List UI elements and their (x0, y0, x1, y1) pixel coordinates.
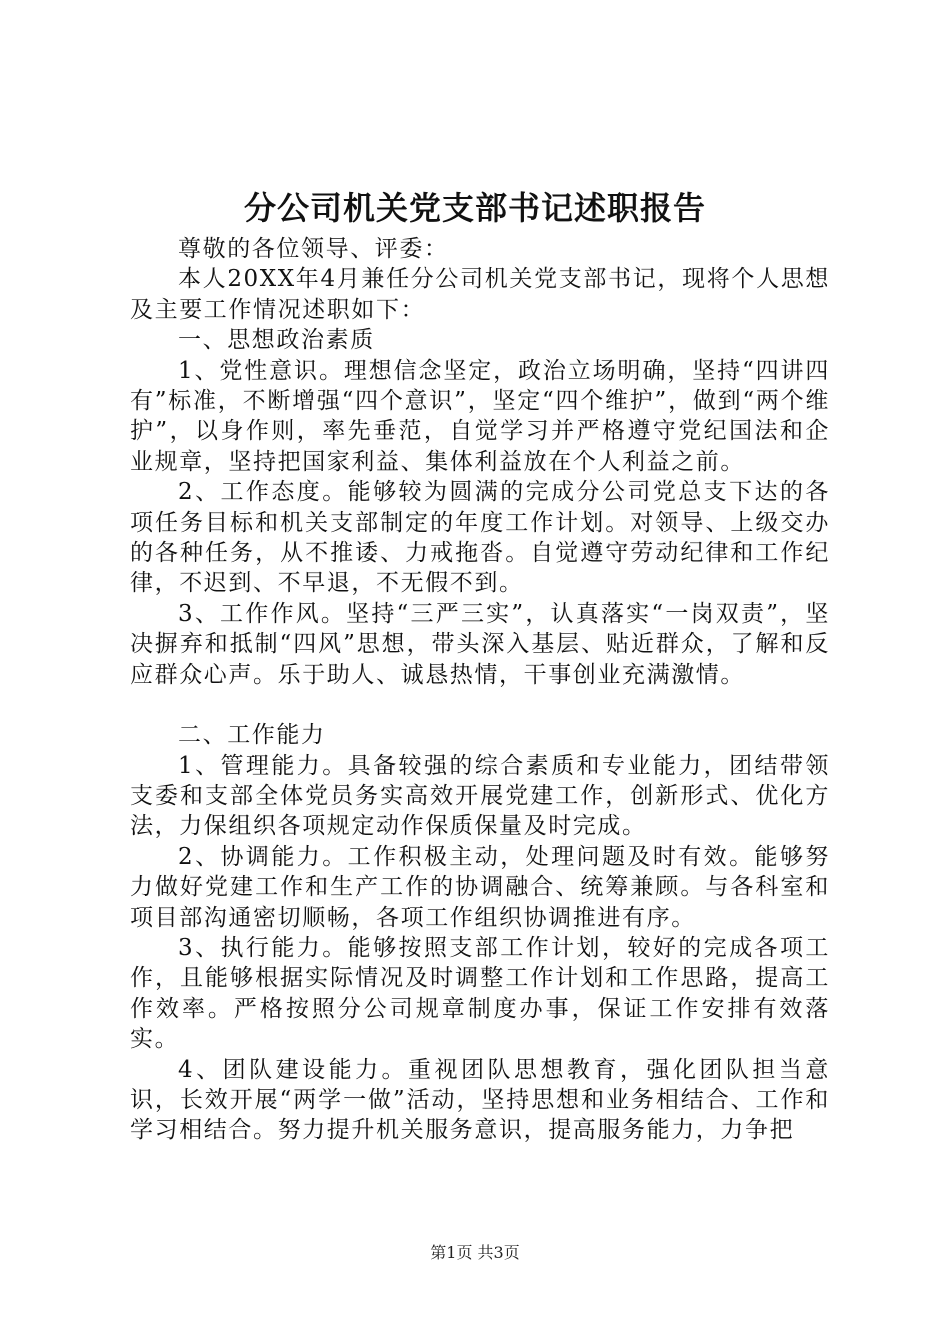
paragraph-team-building: 4、团队建设能力。重视团队思想教育，强化团队担当意识，长效开展“两学一做”活动，坚持思想和业务相结合、工作和学习相结合。努力提升机关服务意识，提高服务能力，力争把 (130, 1056, 830, 1144)
document-body (130, 234, 830, 1146)
salutation-paragraph: 尊敬的各位领导、评委： (178, 236, 449, 262)
section-heading-politics: 一、思想政治素质 (178, 327, 375, 354)
section-heading-ability: 二、工作能力 (178, 722, 326, 749)
paragraph-work-attitude: 2、工作态度。能够较为圆满的完成分公司党总支下达的各项任务目标和机关支部制定的年度工作计划。对领导、上级交办的各种任务，从不推诿、力戒拖沓。自觉遵守劳动纪律和工作纪律，不迟到、不早退，不无假不到。 (130, 479, 830, 597)
paragraph-management-ability: 1、管理能力。具备较强的综合素质和专业能力，团结带领支委和支部全体党员务实高效开展党建工作，创新形式、优化方法，力保组织各项规定动作保质保量及时完成。 (130, 752, 830, 840)
page-footer: 第1页 共3页 (430, 1243, 520, 1262)
paragraph-execution-ability: 3、执行能力。能够按照支部工作计划，较好的完成各项工作，且能够根据实际情况及时调整工作计划和工作思路，提高工作效率。严格按照分公司规章制度办事，保证工作安排有效落实。 (130, 934, 830, 1053)
document-title: 分公司机关党支部书记述职报告 (243, 189, 706, 227)
paragraph-party-awareness: 1、党性意识。理想信念坚定，政治立场明确，坚持“四讲四有”标准，不断增强“四个意识”，坚定“四个维护”，做到“两个维护”，以身作则，率先垂范，自觉学习并严格遵守党纪国法和企业规章，坚持把国家利益、集体利益放在个人利益之前。 (130, 357, 830, 475)
paragraph-coordination-ability: 2、协调能力。工作积极主动，处理问题及时有效。能够努力做好党建工作和生产工作的协调融合、统筹兼顾。与各科室和项目部沟通密切顺畅，各项工作组织协调推进有序。 (130, 843, 830, 931)
intro-paragraph: 本人20XX年4月兼任分公司机关党支部书记，现将个人思想及主要工作情况述职如下： (130, 266, 830, 323)
paragraph-work-style: 3、工作作风。坚持“三严三实”，认真落实“一岗双责”，坚决摒弃和抵制“四风”思想，带头深入基层、贴近群众，了解和反应群众心声。乐于助人、诚恳热情，干事创业充满激情。 (130, 600, 830, 688)
